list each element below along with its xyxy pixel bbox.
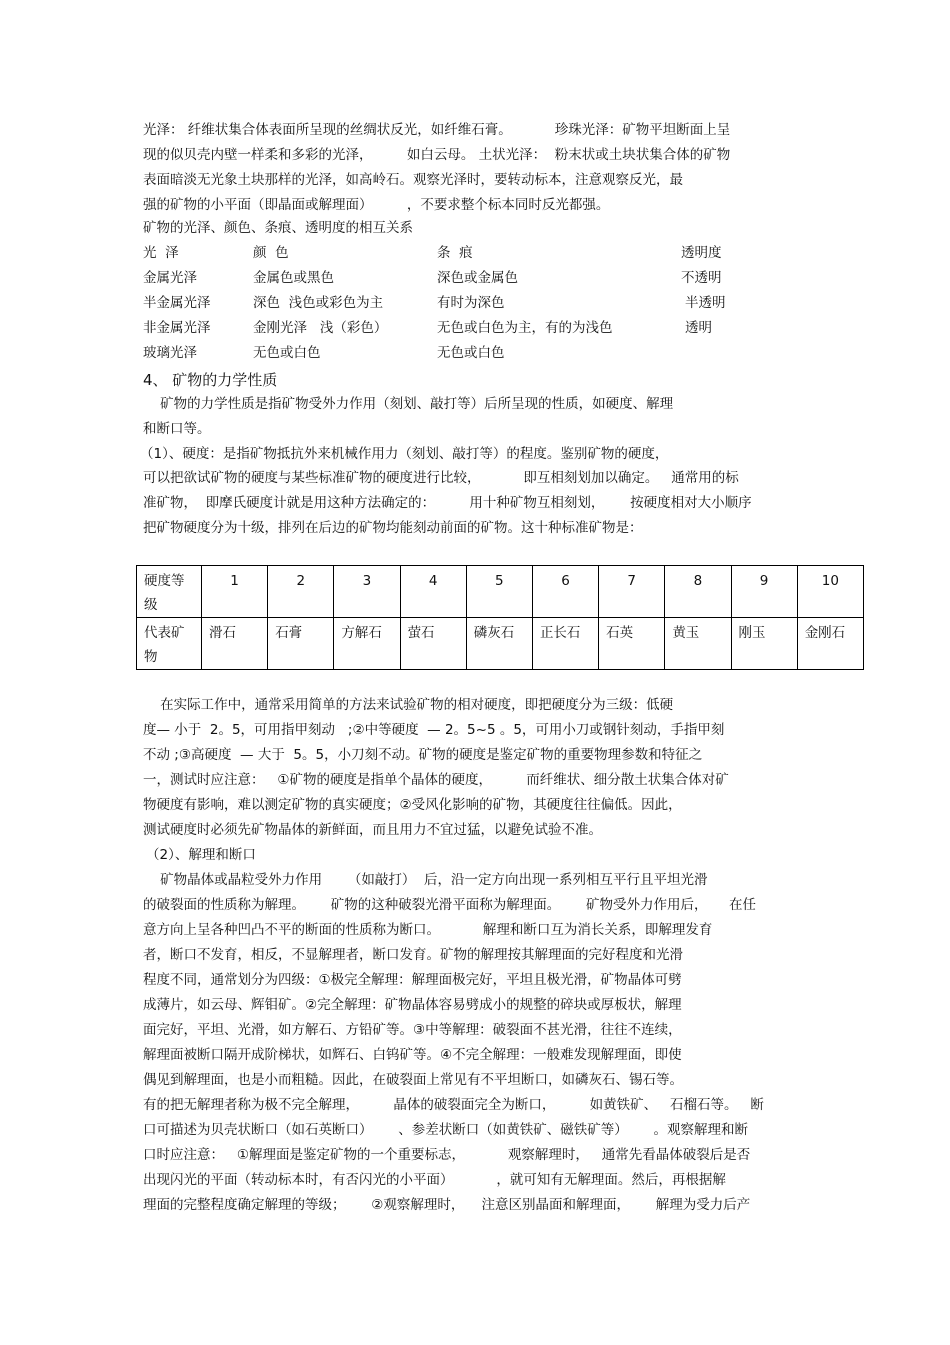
hardness-grade-cell: 5 [466, 566, 532, 618]
hardness-grade-cell: 3 [334, 566, 400, 618]
text-line: 把矿物硬度分为十级，排列在后边的矿物均能刻动前面的矿物。这十种标准矿物是： [143, 520, 643, 536]
mohs-hardness-table [136, 565, 864, 670]
text-line: 可以把欲试矿物的硬度与某些标准矿物的硬度进行比较， 即互相刻划加以确定。 通常用的标 [143, 470, 739, 486]
mineral-cell: 石英 [599, 618, 665, 670]
streak-cell: 有时为深色 [437, 295, 505, 311]
text-line: 物硬度有影响，难以测定矿物的真实硬度；②受风化影响的矿物，其硬度往往偏低。因此， [143, 797, 682, 813]
mineral-cell: 石膏 [268, 618, 334, 670]
text-line: 意方向上呈各种凹凸不平的断面的性质称为断口。 解理和断口互为消长关系，即解理发育 [143, 922, 713, 938]
mineral-cell: 方解石 [334, 618, 400, 670]
luster-header: 光 泽 [143, 245, 179, 261]
streak-cell: 深色或金属色 [437, 270, 518, 286]
mineral-cell: 滑石 [202, 618, 268, 670]
mineral-cell: 正长石 [532, 618, 598, 670]
streak-cell: 无色或白色为主，有的为浅色 [437, 320, 613, 336]
text-line: 不动 ;③高硬度 — 大于 5。5，小刀刻不动。矿物的硬度是鉴定矿物的重要物理参数和特征之 [143, 747, 703, 763]
text-line: （1）、硬度：是指矿物抵抗外来机械作用力（刻划、敲打等）的程度。鉴别矿物的硬度， [140, 446, 669, 462]
mineral-cell: 刚玉 [731, 618, 797, 670]
luster-cell: 半金属光泽 [143, 295, 211, 311]
text-line: 有的把无解理者称为极不完全解理， 晶体的破裂面完全为断口， 如黄铁矿、 石榴石等。 断 [143, 1097, 764, 1113]
mineral-cell: 金刚石 [797, 618, 863, 670]
text-line: 面完好，平坦、光滑，如方解石、方铅矿等。③中等解理：破裂面不甚光滑，往往不连续， [143, 1022, 682, 1038]
transparency-cell: 不透明 [681, 270, 722, 286]
color-cell: 金属色或黑色 [253, 270, 334, 286]
luster-cell: 非金属光泽 [143, 320, 211, 336]
hardness-grade-cell: 10 [797, 566, 863, 618]
mineral-cell: 黄玉 [665, 618, 731, 670]
text-line: 强的矿物的小平面（即晶面或解理面） ，不要求整个标本同时反光都强。 [143, 197, 610, 213]
section-heading: 4、 矿物的力学性质 [143, 371, 278, 389]
text-line: 解理面被断口隔开成阶梯状，如辉石、白钨矿等。④不完全解理：一般难发现解理面，即使 [143, 1047, 682, 1063]
streak-header: 条 痕 [437, 245, 473, 261]
streak-cell: 无色或白色 [437, 345, 505, 361]
luster-cell: 玻璃光泽 [143, 345, 197, 361]
text-line: 偶见到解理面，也是小而粗糙。因此，在破裂面上常见有不平坦断口，如磷灰石、锡石等。 [143, 1072, 683, 1088]
text-line: 的破裂面的性质称为解理。 矿物的这种破裂光滑平面称为解理面。 矿物受外力作用后， 在任 [143, 897, 756, 913]
text-line: 矿物的力学性质是指矿物受外力作用（刻划、敲打等）后所呈现的性质，如硬度、解理 [143, 396, 674, 412]
text-line: 一，测试时应注意： ①矿物的硬度是指单个晶体的硬度， 而纤维状、细分散土状集合体对矿 [143, 772, 729, 788]
text-line: 出现闪光的平面（转动标本时，有否闪光的小平面） ，就可知有无解理面。然后，再根据解 [143, 1172, 726, 1188]
color-cell: 金刚光泽 浅（彩色） [253, 320, 388, 336]
text-line: 矿物晶体或晶粒受外力作用 （如敲打） 后，沿一定方向出现一系列相互平行且平坦光滑 [143, 872, 708, 888]
transparency-cell: 透明 [685, 320, 712, 336]
text-line: 矿物的光泽、颜色、条痕、透明度的相互关系 [143, 220, 413, 236]
text-line: 程度不同，通常划分为四级：①极完全解理：解理面极完好，平坦且极光滑，矿物晶体可劈 [143, 972, 682, 988]
hardness-grade-cell: 8 [665, 566, 731, 618]
text-line: 理面的完整程度确定解理的等级； ②观察解理时， 注意区别晶面和解理面， 解理为受力后产 [143, 1197, 751, 1213]
hardness-grade-cell: 9 [731, 566, 797, 618]
color-header: 颜 色 [253, 245, 289, 261]
text-line: 测试硬度时必须先矿物晶体的新鲜面，而且用力不宜过猛，以避免试验不准。 [143, 822, 602, 838]
hardness-grade-cell: 6 [532, 566, 598, 618]
transparency-header: 透明度 [681, 245, 722, 261]
hardness-grade-cell: 4 [400, 566, 466, 618]
representative-mineral-label: 代表矿物 [137, 618, 202, 670]
text-line: 口可描述为贝壳状断口（如石英断口） 、参差状断口（如黄铁矿、磁铁矿等） 。观察解理和断 [143, 1122, 748, 1138]
luster-cell: 金属光泽 [143, 270, 197, 286]
text-line: 和断口等。 [143, 421, 211, 437]
subsection-heading: （2）、解理和断口 [146, 847, 256, 863]
transparency-cell: 半透明 [685, 295, 726, 311]
text-line: 成薄片，如云母、辉钼矿。②完全解理：矿物晶体容易劈成小的规整的碎块或厚板状，解理 [143, 997, 682, 1013]
text-line: 者，断口不发育，相反，不显解理者，断口发育。矿物的解理按其解理面的完好程度和光滑 [143, 947, 683, 963]
text-line: 光泽： 纤维状集合体表面所呈现的丝绸状反光，如纤维石膏。 珍珠光泽：矿物平坦断面上呈 [143, 122, 731, 138]
text-line: 现的似贝壳内壁一样柔和多彩的光泽， 如白云母。 土状光泽： 粉末状或土块状集合体的矿物 [143, 147, 731, 163]
color-cell: 无色或白色 [253, 345, 321, 361]
hardness-grade-label: 硬度等级 [137, 566, 202, 618]
hardness-grade-cell: 1 [202, 566, 268, 618]
text-line: 在实际工作中，通常采用简单的方法来试验矿物的相对硬度，即把硬度分为三级：低硬 [143, 697, 674, 713]
hardness-grade-cell: 2 [268, 566, 334, 618]
mineral-cell: 萤石 [400, 618, 466, 670]
hardness-grade-cell: 7 [599, 566, 665, 618]
text-line: 表面暗淡无光象土块那样的光泽，如高岭石。观察光泽时，要转动标本，注意观察反光，最 [143, 172, 683, 188]
text-line: 准矿物， 即摩氏硬度计就是用这种方法确定的： 用十种矿物互相刻划， 按硬度相对大小顺序 [143, 495, 752, 511]
mineral-cell: 磷灰石 [466, 618, 532, 670]
text-line: 度— 小于 2。5，可用指甲刻动 ;②中等硬度 — 2。5~5 。5，可用小刀或钢针刻动，手指甲刻 [143, 722, 725, 738]
text-line: 口时应注意： ①解理面是鉴定矿物的一个重要标志， 观察解理时， 通常先看晶体破裂后是否 [143, 1147, 751, 1163]
color-cell: 深色 浅色或彩色为主 [253, 295, 384, 311]
